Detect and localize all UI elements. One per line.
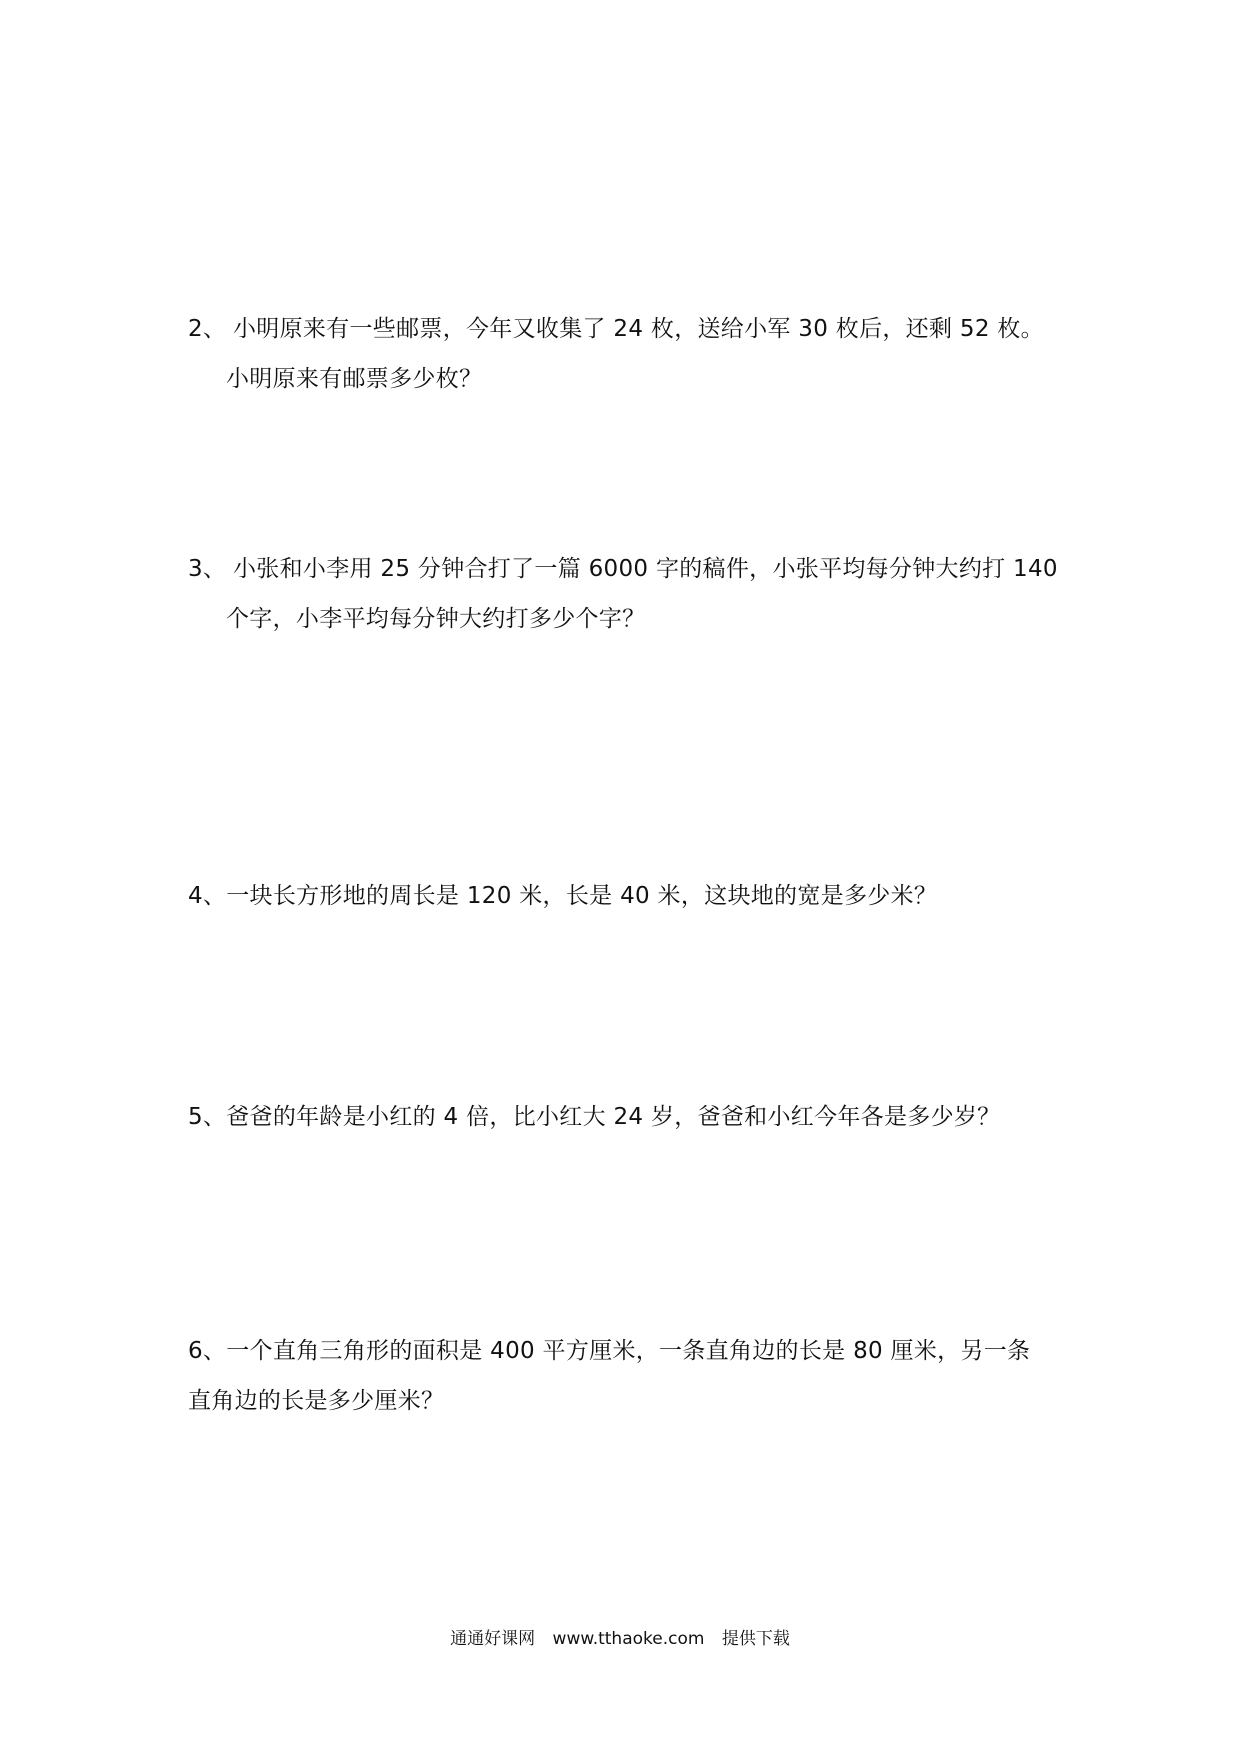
question-2-text-1: 小明原来有一些邮票，今年又收集了 24 枚，送给小军 30 枚后，还剩 52 枚。 [233,316,1044,342]
question-4-number: 4、 [188,883,227,909]
page-footer [0,1624,1240,1649]
question-2-line-2: 小明原来有邮票多少枚？ [226,366,483,392]
question-5-text-1: 爸爸的年龄是小红的 4 倍，比小红大 24 岁，爸爸和小红今年各是多少岁？ [226,1104,1001,1130]
question-3-number: 3、 [188,556,227,582]
question-6-text-1: 一个直角三角形的面积是 400 平方厘米，一条直角边的长是 80 厘米，另一条 [226,1338,1031,1364]
question-6-number: 6、 [188,1338,227,1364]
question-2-number: 2、 [188,316,227,342]
question-4-line-1 [188,871,1068,921]
question-6 [188,1326,1068,1426]
question-3-line-2: 个字，小李平均每分钟大约打多少个字？ [226,606,646,632]
question-2 [188,304,1068,404]
footer-suffix: 提供下载 [721,1629,790,1649]
question-6-line-2: 直角边的长是多少厘米？ [188,1388,445,1414]
question-5-line-1 [188,1092,1068,1142]
footer-site-name: 通通好课网 [450,1629,536,1649]
question-2-line-1 [188,304,1068,354]
footer-url: www.tthaoke.com [552,1629,705,1649]
question-5-number: 5、 [188,1104,227,1130]
question-3-text-1: 小张和小李用 25 分钟合打了一篇 6000 字的稿件，小张平均每分钟大约打 140 [233,556,1058,582]
question-3 [188,544,1068,644]
question-6-line-1 [188,1326,1068,1376]
question-4-text-1: 一块长方形地的周长是 120 米，长是 40 米，这块地的宽是多少米？ [226,883,938,909]
question-3-line-1 [188,544,1068,594]
question-5 [188,1092,1068,1142]
question-4 [188,871,1068,921]
